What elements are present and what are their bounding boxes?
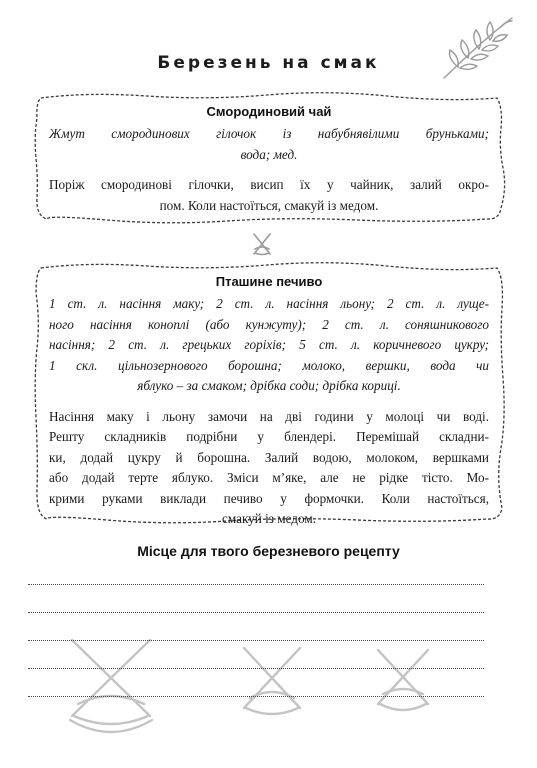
recipe-title: Смородиновий чай <box>206 104 332 119</box>
recipe-card-tea <box>27 88 511 226</box>
ingredients-line: яблуко – за смаком; дрібка соди; дрібка кориці. <box>137 378 401 393</box>
method-line: Поріж смородинові гілочки, висип їх у чайник, залий окро- <box>49 177 489 192</box>
method-line: ки, додай цукру й борошна. Залий водою, молоком, вершками <box>49 449 489 465</box>
recipe-card-cookies <box>27 258 511 528</box>
spindle-divider-icon <box>250 231 274 257</box>
method-line: Насіння маку і льону замочи на дві години у молоці чи воді. <box>49 408 489 424</box>
method-line: або додай терте яблуко. Зміси м’яке, але не рідке тісто. Мо- <box>49 470 489 485</box>
own-recipe-title: Місце для твого березневого рецепту <box>137 543 400 559</box>
page-title: Березень на смак <box>157 53 380 73</box>
recipe-ingredients <box>49 124 489 165</box>
recipe-title: Пташине печиво <box>215 274 323 289</box>
method-line: пом. Коли настоїться, смакуй із медом. <box>159 197 379 213</box>
method-line: крими руками виклади печиво у формочки. Коли настоїться, <box>49 490 489 506</box>
recipe-method <box>49 175 489 216</box>
writing-line[interactable] <box>28 696 484 697</box>
ingredients-line: насіння; 2 ст. л. грецьких горіхів; 5 ст. л. коричневого цукру; <box>49 337 489 352</box>
ingredients-line: 1 скл. цільнозернового борошна; молоко, вершки, вода чи <box>49 357 489 373</box>
ingredients-line: 1 ст. л. насіння маку; 2 ст. л. насіння льону; 2 ст. л. лущe- <box>49 296 489 311</box>
writing-line[interactable] <box>28 668 484 669</box>
recipe-ingredients <box>49 294 489 397</box>
writing-line[interactable] <box>28 584 484 585</box>
ingredients-line: вода; мед. <box>240 146 298 162</box>
recipe-method <box>49 407 489 530</box>
ingredients-line: ного насіння коноплі (або кунжуту); 2 ст. л. соняшникового <box>49 316 489 332</box>
method-line: Решту складників подрібни у блендері. Перемішай складни- <box>49 429 489 444</box>
writing-line[interactable] <box>28 640 484 641</box>
ingredients-line: Жмут смородинових гілочок із набубнявілими бруньками; <box>49 126 489 141</box>
method-line: смакуй із медом. <box>221 511 317 526</box>
writing-line[interactable] <box>28 612 484 613</box>
